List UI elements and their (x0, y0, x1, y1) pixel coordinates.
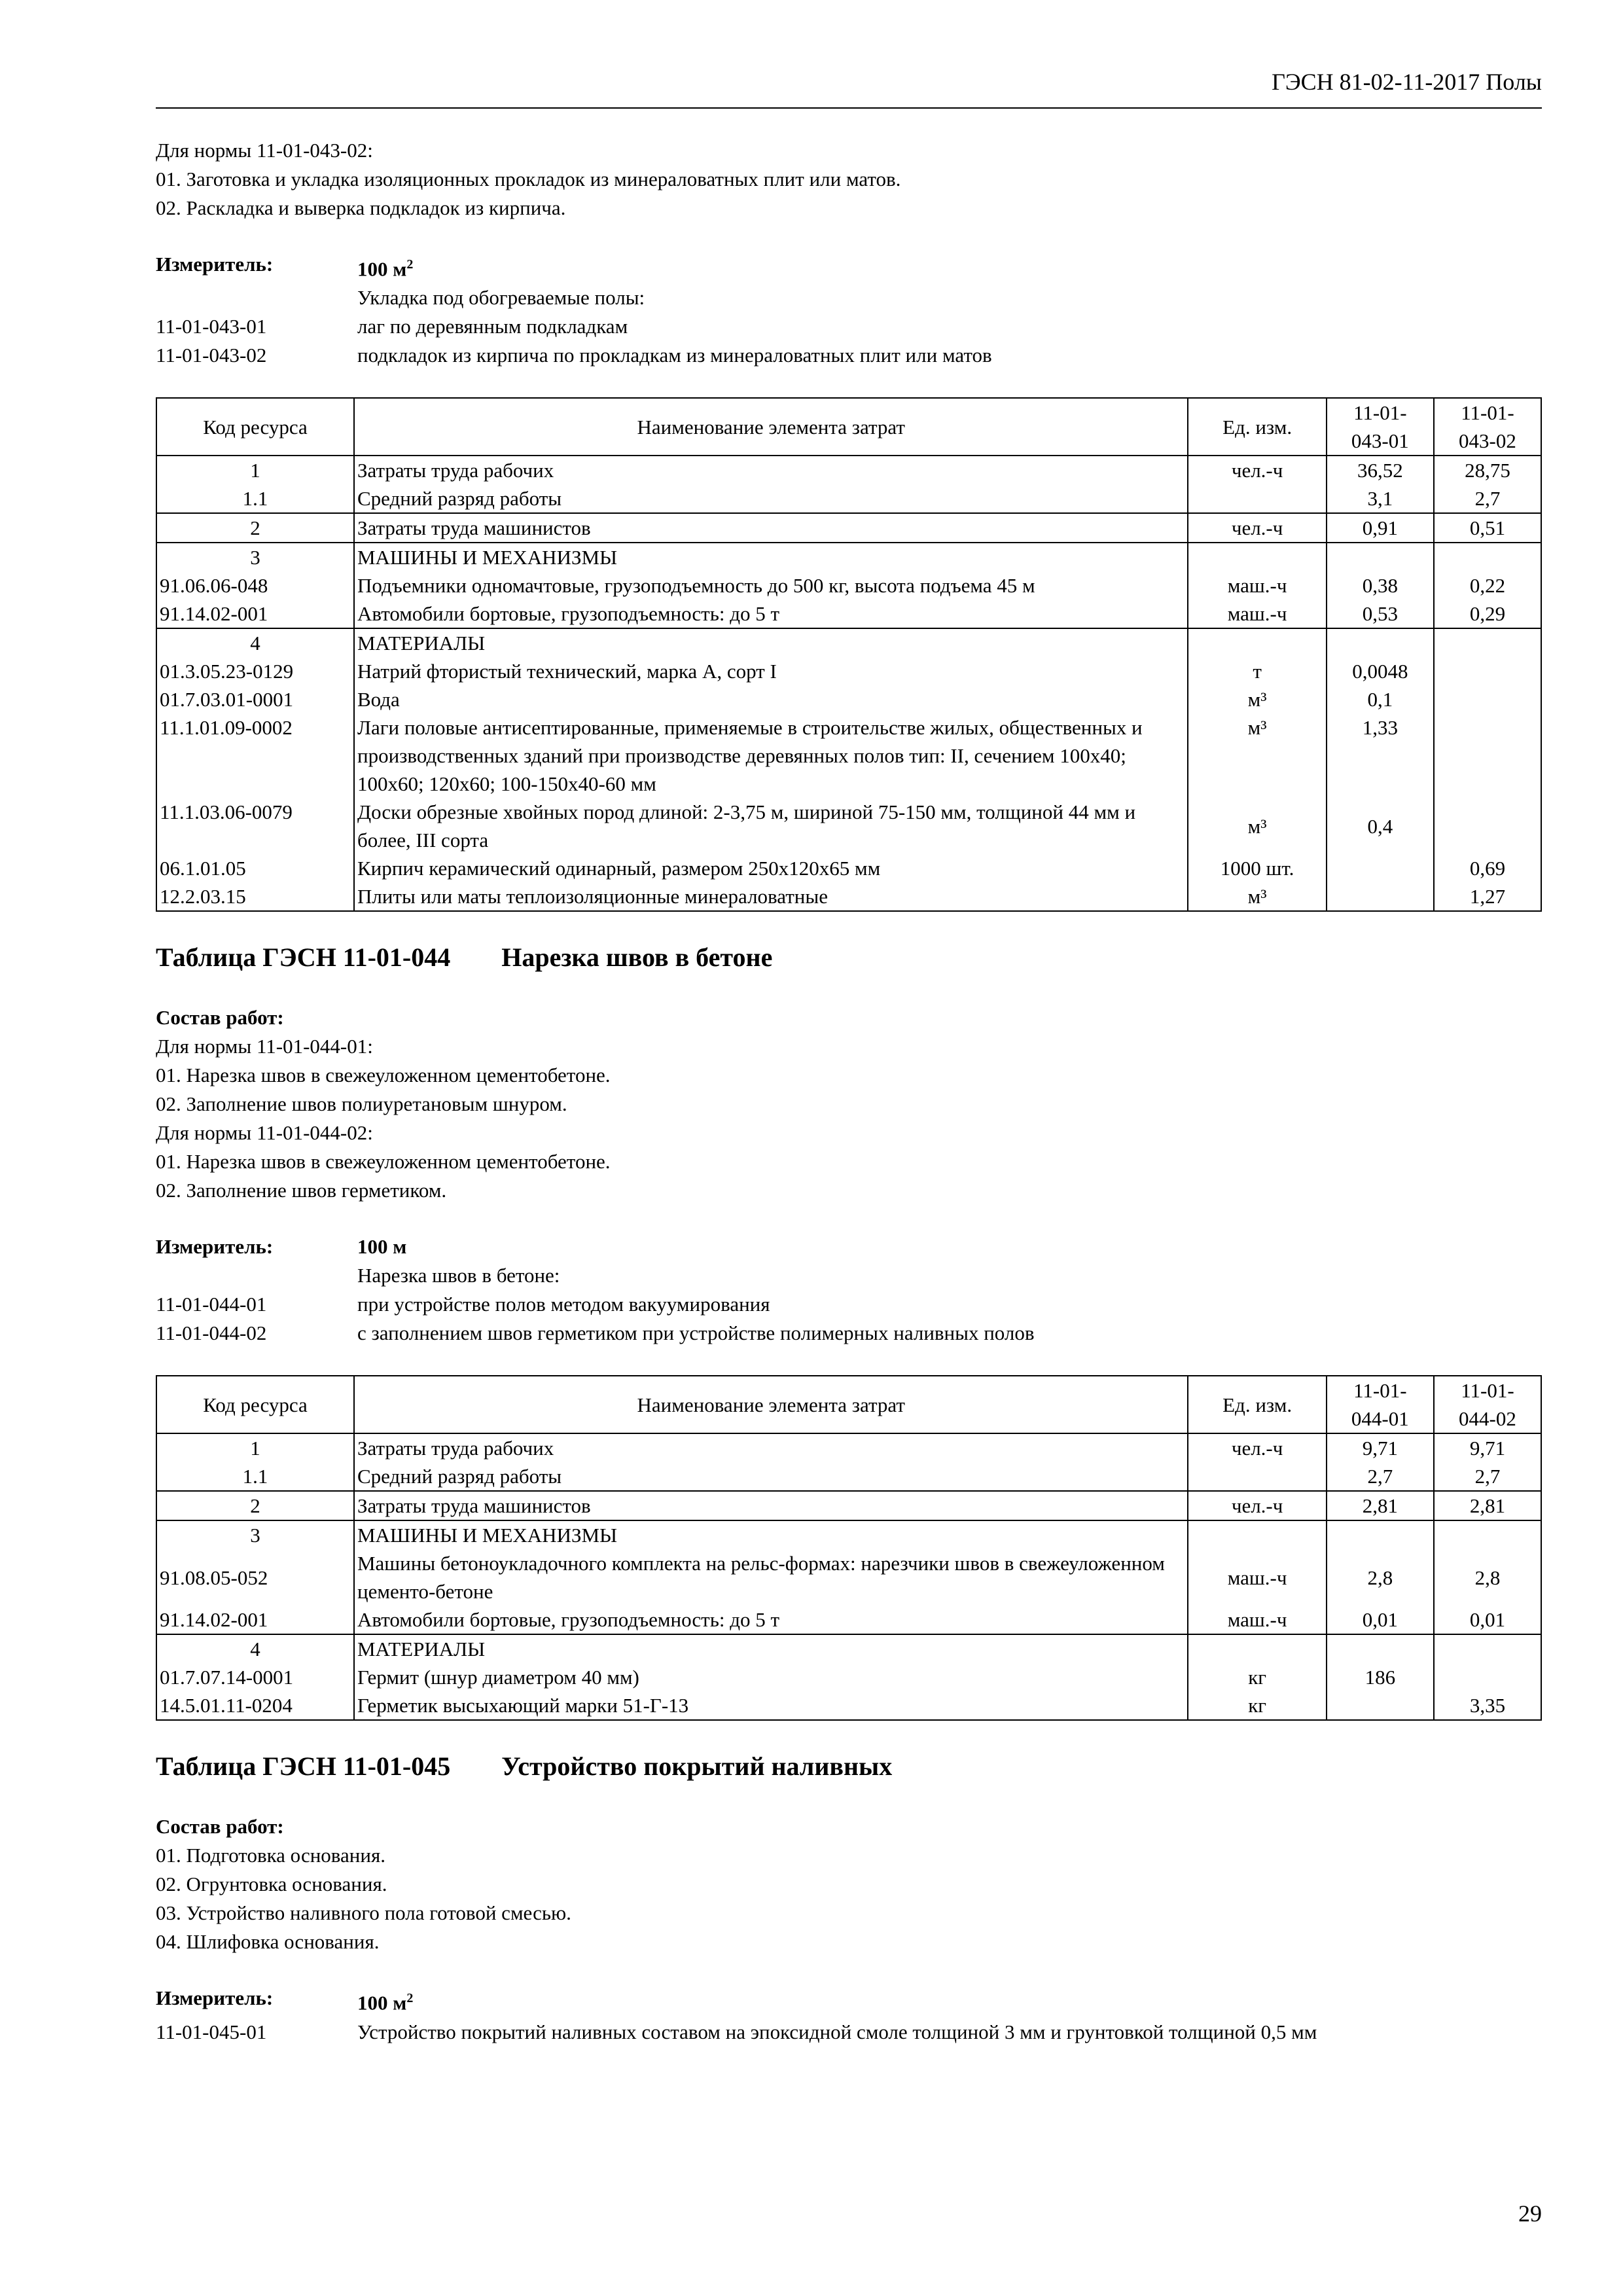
cell-unit: чел.-ч (1188, 1433, 1326, 1462)
header-norm-1-b: 043-01 (1351, 429, 1409, 453)
cell-value-2: 0,69 (1434, 854, 1541, 882)
cell-value-2 (1434, 657, 1541, 685)
cell-code: 1 (156, 456, 354, 484)
header-norm-1 (1327, 398, 1434, 456)
composition-line: 04. Шлифовка основания. (156, 1930, 380, 1954)
page-number: 29 (1518, 2200, 1542, 2227)
meter-label: Измеритель: (156, 1986, 274, 2010)
table-row (156, 657, 1541, 685)
norm-code: 11-01-044-01 (156, 1293, 267, 1316)
table-row (156, 1634, 1541, 1663)
cell-name-group: МАТЕРИАЛЫ (354, 628, 1188, 657)
cell-unit: м³ (1188, 882, 1326, 911)
header-norm-2-b: 043-02 (1459, 429, 1516, 453)
cell-value-1: 0,53 (1327, 600, 1434, 628)
document-page (156, 65, 1542, 2047)
section-title-045 (156, 1748, 1542, 1785)
cell-unit: м³ (1188, 685, 1326, 713)
header-unit: Ед. изм. (1188, 398, 1326, 456)
cell-value-1: 0,1 (1327, 685, 1434, 713)
cell-value-2: 3,35 (1434, 1691, 1541, 1720)
cell-unit: маш.-ч (1188, 600, 1326, 628)
header-norm-2 (1434, 1376, 1541, 1433)
meter-row (156, 250, 1542, 283)
composition-line: 03. Устройство наливного пола готовой смесью. (156, 1901, 571, 1925)
running-header: ГЭСН 81-02-11-2017 Полы (1272, 69, 1542, 95)
cell-value-2 (1434, 798, 1541, 854)
cell-code: 3 (156, 1520, 354, 1549)
cell-name: Плиты или маты теплоизоляционные минераловатные (354, 882, 1188, 911)
header-norm-1-b: 044-01 (1351, 1407, 1409, 1431)
cell-value-2 (1434, 543, 1541, 571)
norm-text: подкладок из кирпича по прокладкам из минераловатных плит или матов (357, 344, 992, 367)
cell-name: Подъемники одномачтовые, грузоподъемность до 500 кг, высота подъема 45 м (354, 571, 1188, 600)
cell-code: 91.14.02-001 (156, 1605, 354, 1634)
cell-unit (1188, 1520, 1326, 1549)
cell-code: 14.5.01.11-0204 (156, 1691, 354, 1720)
cell-unit: маш.-ч (1188, 1605, 1326, 1634)
cell-unit: чел.-ч (1188, 513, 1326, 543)
norm-text: с заполнением швов герметиком при устройстве полимерных наливных полов (357, 1321, 1035, 1345)
cell-name: Доски обрезные хвойных пород длиной: 2-3,75 м, шириной 75-150 мм, толщиной 44 мм и более, III сорта (354, 798, 1188, 854)
cell-value-2 (1434, 628, 1541, 657)
table-header-row (156, 1376, 1541, 1433)
resource-table-044 (156, 1375, 1542, 1721)
cell-value-1: 0,4 (1327, 798, 1434, 854)
cell-value-1: 0,91 (1327, 513, 1434, 543)
cell-code: 4 (156, 1634, 354, 1663)
cell-value-1: 3,1 (1327, 484, 1434, 513)
cell-code: 11.1.03.06-0079 (156, 798, 354, 854)
norm-code: 11-01-044-02 (156, 1321, 267, 1345)
resource-table-043 (156, 397, 1542, 912)
section-title-name: Нарезка швов в бетоне (501, 942, 773, 973)
cell-value-1: 9,71 (1327, 1433, 1434, 1462)
cell-value-1: 0,0048 (1327, 657, 1434, 685)
cell-code: 91.14.02-001 (156, 600, 354, 628)
cell-value-1: 0,01 (1327, 1605, 1434, 1634)
cell-code: 1.1 (156, 484, 354, 513)
cell-unit (1188, 628, 1326, 657)
norm-row (156, 341, 1542, 370)
meter-block-043 (156, 250, 1542, 370)
table-row (156, 1663, 1541, 1691)
cell-value-2: 9,71 (1434, 1433, 1541, 1462)
cell-code: 12.2.03.15 (156, 882, 354, 911)
cell-value-1: 2,8 (1327, 1549, 1434, 1605)
composition-line: 02. Заполнение швов герметиком. (156, 1179, 447, 1202)
header-name: Наименование элемента затрат (354, 1376, 1188, 1433)
meter-row (156, 1232, 1542, 1261)
norm-row (156, 1290, 1542, 1319)
cell-unit: м³ (1188, 798, 1326, 854)
cell-name: Автомобили бортовые, грузоподъемность: до 5 т (354, 1605, 1188, 1634)
cell-name: Натрий фтористый технический, марка А, сорт I (354, 657, 1188, 685)
cell-value-1 (1327, 543, 1434, 571)
cell-name: Лаги половые антисептированные, применяемые в строительстве жилых, общественных и производственных зданий при производстве деревянных полов тип: II, сечением 100x40; 100x60; 120x60; 100-150x40-60 мм (354, 713, 1188, 798)
header-code: Код ресурса (156, 398, 354, 456)
norm-text: лаг по деревянным подкладкам (357, 315, 628, 338)
table-row (156, 1520, 1541, 1549)
cell-value-1 (1327, 1634, 1434, 1663)
cell-value-1: 0,38 (1327, 571, 1434, 600)
cell-name: Кирпич керамический одинарный, размером 250х120х65 мм (354, 854, 1188, 882)
cell-value-2: 0,22 (1434, 571, 1541, 600)
cell-code: 01.7.07.14-0001 (156, 1663, 354, 1691)
norm-row (156, 2018, 1542, 2047)
table-row (156, 854, 1541, 882)
intro-line: 02. Раскладка и выверка подкладок из кирпича. (156, 196, 566, 219)
cell-unit (1188, 543, 1326, 571)
composition-line: 01. Нарезка швов в свежеуложенном цементобетоне. (156, 1150, 611, 1174)
cell-unit: т (1188, 657, 1326, 685)
cell-value-1 (1327, 1520, 1434, 1549)
meter-label: Измеритель: (156, 253, 274, 276)
table-row (156, 1691, 1541, 1720)
cell-name-group: МАШИНЫ И МЕХАНИЗМЫ (354, 543, 1188, 571)
cell-value-2 (1434, 1634, 1541, 1663)
cell-value-2 (1434, 685, 1541, 713)
cell-name: Затраты труда рабочих (354, 456, 1188, 484)
cell-code: 01.3.05.23-0129 (156, 657, 354, 685)
norm-text: при устройстве полов методом вакуумирования (357, 1293, 770, 1316)
composition-line: 02. Заполнение швов полиуретановым шнуром. (156, 1092, 567, 1116)
meter-block-045 (156, 1984, 1542, 2046)
cell-name-group: МАШИНЫ И МЕХАНИЗМЫ (354, 1520, 1188, 1549)
meter-unit: 100 м (357, 1991, 407, 2015)
intro-line: Для нормы 11-01-043-02: (156, 139, 373, 162)
cell-code: 11.1.01.09-0002 (156, 713, 354, 798)
header-norm-1 (1327, 1376, 1434, 1433)
cell-value-1 (1327, 854, 1434, 882)
cell-value-1: 186 (1327, 1663, 1434, 1691)
cell-value-1: 36,52 (1327, 456, 1434, 484)
norm-code: 11-01-045-01 (156, 2020, 267, 2043)
cell-value-2 (1434, 1520, 1541, 1549)
section-title-code: Таблица ГЭСН 11-01-044 (156, 942, 451, 973)
meter-block-044 (156, 1232, 1542, 1348)
cell-code: 1.1 (156, 1462, 354, 1491)
cell-value-2: 2,8 (1434, 1549, 1541, 1605)
section-title-044 (156, 939, 1542, 976)
cell-unit: чел.-ч (1188, 456, 1326, 484)
cell-value-2: 2,7 (1434, 1462, 1541, 1491)
cell-name: Машины бетоноукладочного комплекта на рельс-формах: нарезчики швов в свежеуложенном цементо-бетоне (354, 1549, 1188, 1605)
cell-name: Затраты труда машинистов (354, 1491, 1188, 1520)
cell-code: 2 (156, 513, 354, 543)
meter-value: 100 м (357, 1235, 407, 1259)
cell-unit: кг (1188, 1663, 1326, 1691)
composition-line: 01. Нарезка швов в свежеуложенном цементобетоне. (156, 1064, 611, 1087)
cell-name-group: МАТЕРИАЛЫ (354, 1634, 1188, 1663)
cell-unit: 1000 шт. (1188, 854, 1326, 882)
meter-caption: Укладка под обогреваемые полы: (357, 286, 645, 310)
cell-code: 91.08.05-052 (156, 1549, 354, 1605)
meter-spacer (156, 1261, 357, 1290)
norm-row (156, 312, 1542, 341)
meter-unit-exponent: 2 (406, 257, 414, 272)
composition-line: 02. Огрунтовка основания. (156, 1873, 387, 1896)
table-row (156, 1462, 1541, 1491)
table-row (156, 882, 1541, 911)
intro-block (156, 136, 1542, 223)
cell-code: 1 (156, 1433, 354, 1462)
table-row (156, 600, 1541, 628)
cell-name: Затраты труда рабочих (354, 1433, 1188, 1462)
cell-code: 91.06.06-048 (156, 571, 354, 600)
header-rule (156, 107, 1542, 109)
cell-unit: маш.-ч (1188, 1549, 1326, 1605)
header-norm-2-a: 11-01- (1461, 401, 1514, 425)
meter-unit: 100 м (357, 257, 407, 281)
header-norm-2 (1434, 398, 1541, 456)
cell-unit: м³ (1188, 713, 1326, 798)
cell-value-1 (1327, 1691, 1434, 1720)
cell-name: Затраты труда машинистов (354, 513, 1188, 543)
meter-caption-row (156, 283, 1542, 312)
cell-value-2 (1434, 713, 1541, 798)
composition-block-044 (156, 1003, 1542, 1205)
norm-code: 11-01-043-01 (156, 315, 267, 338)
cell-code: 3 (156, 543, 354, 571)
table-row (156, 628, 1541, 657)
cell-value-2 (1434, 1663, 1541, 1691)
cell-value-2: 2,7 (1434, 484, 1541, 513)
cell-value-2: 1,27 (1434, 882, 1541, 911)
cell-value-2: 2,81 (1434, 1491, 1541, 1520)
cell-name: Гермит (шнур диаметром 40 мм) (354, 1663, 1188, 1691)
table-row (156, 571, 1541, 600)
cell-code: 06.1.01.05 (156, 854, 354, 882)
table-row (156, 1491, 1541, 1520)
header-norm-1-a: 11-01- (1353, 1379, 1407, 1403)
meter-row (156, 1984, 1542, 2017)
table-row (156, 1605, 1541, 1634)
meter-value (357, 250, 1542, 283)
cell-name: Средний разряд работы (354, 1462, 1188, 1491)
table-row (156, 713, 1541, 798)
cell-value-1 (1327, 628, 1434, 657)
cell-unit: кг (1188, 1691, 1326, 1720)
cell-code: 4 (156, 628, 354, 657)
cell-value-2: 0,01 (1434, 1605, 1541, 1634)
cell-value-2: 0,51 (1434, 513, 1541, 543)
norm-row (156, 1319, 1542, 1348)
composition-label: Состав работ: (156, 1006, 284, 1030)
meter-value (357, 1984, 1542, 2017)
cell-unit (1188, 1634, 1326, 1663)
section-title-code: Таблица ГЭСН 11-01-045 (156, 1751, 451, 1782)
table-row (156, 513, 1541, 543)
norm-code: 11-01-043-02 (156, 344, 267, 367)
composition-block-045 (156, 1812, 1542, 1956)
meter-unit-exponent: 2 (406, 1991, 414, 2006)
cell-name: Герметик высыхающий марки 51-Г-13 (354, 1691, 1188, 1720)
meter-caption: Нарезка швов в бетоне: (357, 1264, 560, 1287)
cell-name: Вода (354, 685, 1188, 713)
table-row (156, 798, 1541, 854)
header-unit: Ед. изм. (1188, 1376, 1326, 1433)
cell-name: Автомобили бортовые, грузоподъемность: до 5 т (354, 600, 1188, 628)
norm-text: Устройство покрытий наливных составом на эпоксидной смоле толщиной 3 мм и грунтовкой толщиной 0,5 мм (357, 2020, 1317, 2043)
cell-name: Средний разряд работы (354, 484, 1188, 513)
header-name: Наименование элемента затрат (354, 398, 1188, 456)
table-row (156, 484, 1541, 513)
cell-value-1 (1327, 882, 1434, 911)
composition-line: Для нормы 11-01-044-01: (156, 1035, 373, 1058)
intro-line: 01. Заготовка и укладка изоляционных прокладок из минераловатных плит или матов. (156, 168, 901, 190)
cell-value-1: 2,81 (1327, 1491, 1434, 1520)
meter-label: Измеритель: (156, 1235, 274, 1259)
table-row (156, 1549, 1541, 1605)
composition-line: Для нормы 11-01-044-02: (156, 1121, 373, 1145)
composition-label: Состав работ: (156, 1815, 284, 1839)
header-code: Код ресурса (156, 1376, 354, 1433)
table-row (156, 543, 1541, 571)
cell-unit: маш.-ч (1188, 571, 1326, 600)
table-header-row (156, 398, 1541, 456)
table-row (156, 456, 1541, 484)
cell-unit (1188, 484, 1326, 513)
cell-value-2: 0,29 (1434, 600, 1541, 628)
table-row (156, 685, 1541, 713)
header-norm-1-a: 11-01- (1353, 401, 1407, 425)
header-norm-2-a: 11-01- (1461, 1379, 1514, 1403)
meter-caption-row (156, 1261, 1542, 1290)
cell-code: 01.7.03.01-0001 (156, 685, 354, 713)
composition-line: 01. Подготовка основания. (156, 1844, 385, 1867)
cell-value-2: 28,75 (1434, 456, 1541, 484)
cell-unit (1188, 1462, 1326, 1491)
table-row (156, 1433, 1541, 1462)
meter-spacer (156, 283, 357, 312)
cell-value-1: 1,33 (1327, 713, 1434, 798)
cell-code: 2 (156, 1491, 354, 1520)
section-title-name: Устройство покрытий наливных (501, 1751, 893, 1782)
cell-value-1: 2,7 (1327, 1462, 1434, 1491)
header-norm-2-b: 044-02 (1459, 1407, 1516, 1431)
cell-unit: чел.-ч (1188, 1491, 1326, 1520)
